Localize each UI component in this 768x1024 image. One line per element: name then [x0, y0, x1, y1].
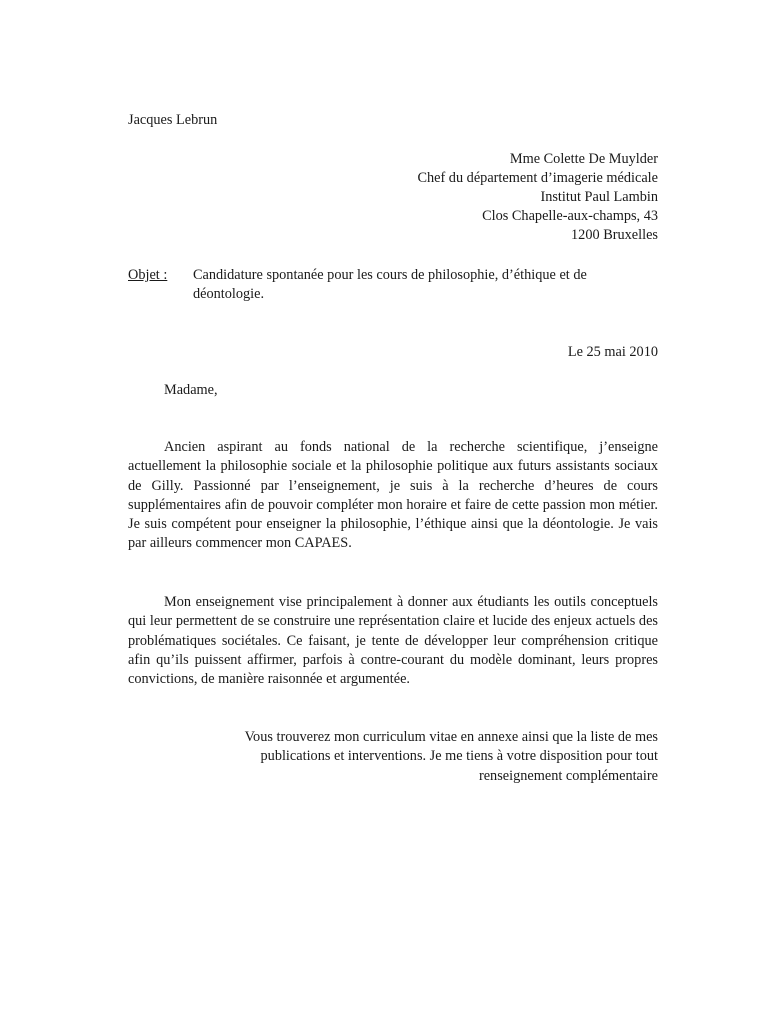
subject-line-2: déontologie.: [193, 286, 265, 302]
recipient-institution: Institut Paul Lambin: [540, 189, 658, 205]
recipient-name: Mme Colette De Muylder: [509, 151, 658, 167]
body-paragraph-1: Ancien aspirant au fonds national de la recherche scientifique, j’enseigne actuellement la philosophie sociale et la philosophie politique aux futurs assistants sociaux de Gilly. Passionné par l’enseignement, je suis à la recherche d’heures de cours supplémentaires afin de pouvoir compléter mon horaire et faire de cette passion mon métier. Je suis compétent pour enseigner la philosophie, l’éthique ainsi que la déontologie. Je vais par ailleurs commencer mon CAPAES.: [128, 439, 658, 552]
closing-paragraph: [158, 728, 658, 786]
closing-line-3: renseignement complémentaire: [478, 767, 658, 784]
salutation: Madame,: [164, 382, 218, 398]
recipient-street: Clos Chapelle-aux-champs, 43: [482, 208, 658, 224]
body-paragraph-2: Mon enseignement vise principalement à donner aux étudiants les outils conceptuels qui leur permettent de se construire une représentation claire et lucide des enjeux actuels des problématiques sociétales. Ce faisant, je tente de développer leur compréhension critique afin qu’ils puissent affirmer, parfois à contre-courant du modèle dominant, leurs propres convictions, de manière raisonnée et argumentée.: [128, 594, 658, 688]
closing-line-1: Vous trouverez mon curriculum vitae en annexe ainsi que la liste de mes: [244, 729, 658, 745]
letter-date: Le 25 mai 2010: [567, 344, 658, 360]
subject-label: Objet :: [128, 267, 168, 283]
sender-name: Jacques Lebrun: [128, 112, 218, 128]
recipient-city: 1200 Bruxelles: [571, 227, 658, 243]
subject-line-1: Candidature spontanée pour les cours de philosophie, d’éthique et de: [193, 267, 587, 283]
recipient-title: Chef du département d’imagerie médicale: [417, 170, 658, 186]
closing-line-2: publications et interventions. Je me tiens à votre disposition pour tout: [260, 748, 658, 765]
